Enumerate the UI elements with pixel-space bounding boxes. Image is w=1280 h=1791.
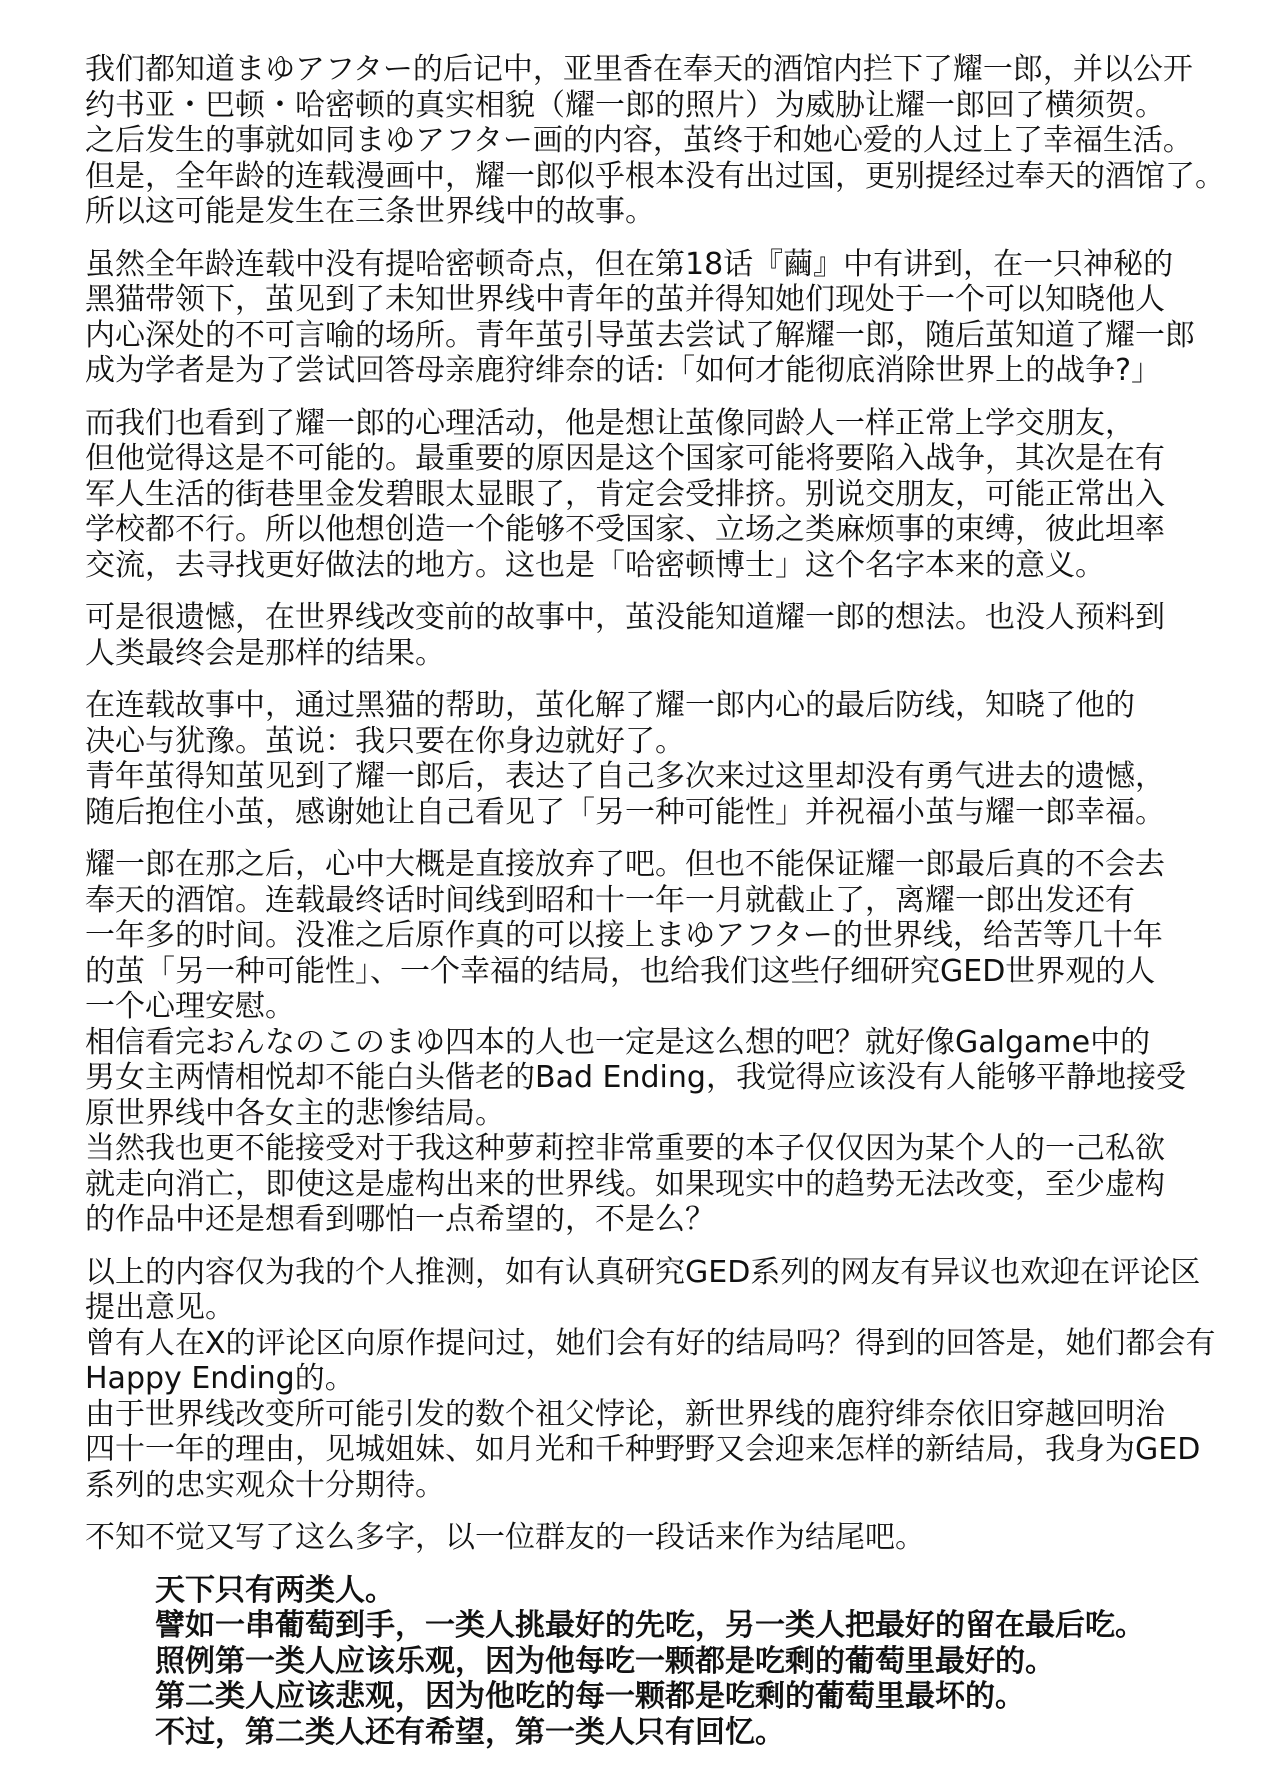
text-line: 之后发生的事就如同まゆアフター画的内容，茧终于和她心爱的人过上了幸福生活。 xyxy=(85,123,1193,158)
text-line: 男女主两情相悦却不能白头偕老的Bad Ending，我觉得应该没有人能够平静地接受 xyxy=(85,1060,1186,1095)
text-line: 我们都知道まゆアフター的后记中，亚里香在奉天的酒馆内拦下了耀一郎，并以公开 xyxy=(85,52,1193,87)
paragraph xyxy=(85,1520,1240,1556)
text-line: 约书亚・巴顿・哈密顿的真实相貌（耀一郎的照片）为威胁让耀一郎回了横须贺。 xyxy=(85,87,1165,123)
text-line: 原世界线中各女主的悲惨结局。 xyxy=(85,1095,505,1131)
paragraph xyxy=(85,1255,1240,1504)
text-line: 曾有人在X的评论区向原作提问过，她们会有好的结局吗？得到的回答是，她们都会有 xyxy=(85,1325,1216,1361)
quote-block xyxy=(85,1573,1240,1751)
text-line: 随后抱住小茧，感谢她让自己看见了「另一种可能性」并祝福小茧与耀一郎幸福。 xyxy=(85,794,1165,830)
text-line: 四十一年的理由，见城姐妹、如月光和千种野野又会迎来怎样的新结局，我身为GED xyxy=(85,1432,1201,1467)
quote-line: 譬如一串葡萄到手，一类人挑最好的先吃，另一类人把最好的留在最后吃。 xyxy=(155,1608,1145,1643)
paragraph xyxy=(85,247,1240,389)
text-line: 当然我也更不能接受对于我这种萝莉控非常重要的本子仅仅因为某个人的一己私欲 xyxy=(85,1131,1165,1166)
text-line: 不知不觉又写了这么多字，以一位群友的一段话来作为结尾吧。 xyxy=(85,1520,925,1555)
quote-line: 不过，第二类人还有希望，第一类人只有回忆。 xyxy=(155,1714,785,1750)
text-line: 但是，全年龄的连载漫画中，耀一郎似乎根本没有出过国，更别提经过奉天的酒馆了。 xyxy=(85,158,1225,194)
text-line: 军人生活的街巷里金发碧眼太显眼了，肯定会受排挤。别说交朋友，可能正常出入 xyxy=(85,476,1165,512)
quote-line: 天下只有两类人。 xyxy=(155,1572,395,1608)
quote-line: 照例第一类人应该乐观，因为他每吃一颗都是吃剩的葡萄里最好的。 xyxy=(155,1643,1055,1679)
text-line: 交流，去寻找更好做法的地方。这也是「哈密顿博士」这个名字本来的意义。 xyxy=(85,547,1105,583)
text-line: 耀一郎在那之后，心中大概是直接放弃了吧。但也不能保证耀一郎最后真的不会去 xyxy=(85,847,1165,882)
text-line: 的茧「另一种可能性」、一个幸福的结局，也给我们这些仔细研究GED世界观的人 xyxy=(85,953,1156,989)
paragraph xyxy=(85,688,1240,830)
text-line: 但他觉得这是不可能的。最重要的原因是这个国家可能将要陷入战争，其次是在有 xyxy=(85,441,1165,476)
paragraph xyxy=(85,847,1240,1238)
text-line: 决心与犹豫。茧说：我只要在你身边就好了。 xyxy=(85,723,685,759)
text-line: 系列的忠实观众十分期待。 xyxy=(85,1467,445,1503)
paragraph xyxy=(85,600,1240,671)
text-line: 成为学者是为了尝试回答母亲鹿狩绯奈的话:「如何才能彻底消除世界上的战争?」 xyxy=(85,353,1162,388)
quote-line: 第二类人应该悲观，因为他吃的每一颗都是吃剩的葡萄里最坏的。 xyxy=(155,1679,1025,1714)
text-line: 的作品中还是想看到哪怕一点希望的，不是么？ xyxy=(85,1202,715,1237)
text-line: 而我们也看到了耀一郎的心理活动，他是想让茧像同龄人一样正常上学交朋友， xyxy=(85,405,1135,441)
text-line: 在连载故事中，通过黑猫的帮助，茧化解了耀一郎内心的最后防线，知晓了他的 xyxy=(85,688,1135,723)
text-line: 相信看完おんなのこのまゆ四本的人也一定是这么想的吧？就好像Galgame中的 xyxy=(85,1024,1151,1060)
paragraph xyxy=(85,406,1240,584)
text-line: 虽然全年龄连载中没有提哈密顿奇点，但在第18话『繭』中有讲到，在一只神秘的 xyxy=(85,246,1174,282)
text-line: 黑猫带领下，茧见到了未知世界线中青年的茧并得知她们现处于一个可以知晓他人 xyxy=(85,282,1165,317)
text-line: 一个心理安慰。 xyxy=(85,989,295,1024)
text-line: 就走向消亡，即使这是虚构出来的世界线。如果现实中的趋势无法改变，至少虚构 xyxy=(85,1166,1165,1202)
text-line: 内心深处的不可言喻的场所。青年茧引导茧去尝试了解耀一郎，随后茧知道了耀一郎 xyxy=(85,317,1195,353)
text-line: 学校都不行。所以他想创造一个能够不受国家、立场之类麻烦事的束缚，彼此坦率 xyxy=(85,512,1165,547)
text-line: 由于世界线改变所可能引发的数个祖父悖论，新世界线的鹿狩绯奈依旧穿越回明治 xyxy=(85,1396,1165,1432)
text-line: 以上的内容仅为我的个人推测，如有认真研究GED系列的网友有异议也欢迎在评论区 xyxy=(85,1254,1201,1290)
text-line: 所以这可能是发生在三条世界线中的故事。 xyxy=(85,194,655,229)
text-line: 一年多的时间。没准之后原作真的可以接上まゆアフター的世界线，给苦等几十年 xyxy=(85,918,1163,953)
paragraph xyxy=(85,52,1240,230)
text-line: 奉天的酒馆。连载最终话时间线到昭和十一年一月就截止了，离耀一郎出发还有 xyxy=(85,882,1135,918)
text-line: 青年茧得知茧见到了耀一郎后，表达了自己多次来过这里却没有勇气进去的遗憾， xyxy=(85,759,1165,794)
text-line: 可是很遗憾，在世界线改变前的故事中，茧没能知道耀一郎的想法。也没人预料到 xyxy=(85,600,1165,635)
text-line: 人类最终会是那样的结果。 xyxy=(85,635,445,671)
text-line: 提出意见。 xyxy=(85,1290,235,1325)
text-line: Happy Ending的。 xyxy=(85,1361,355,1396)
